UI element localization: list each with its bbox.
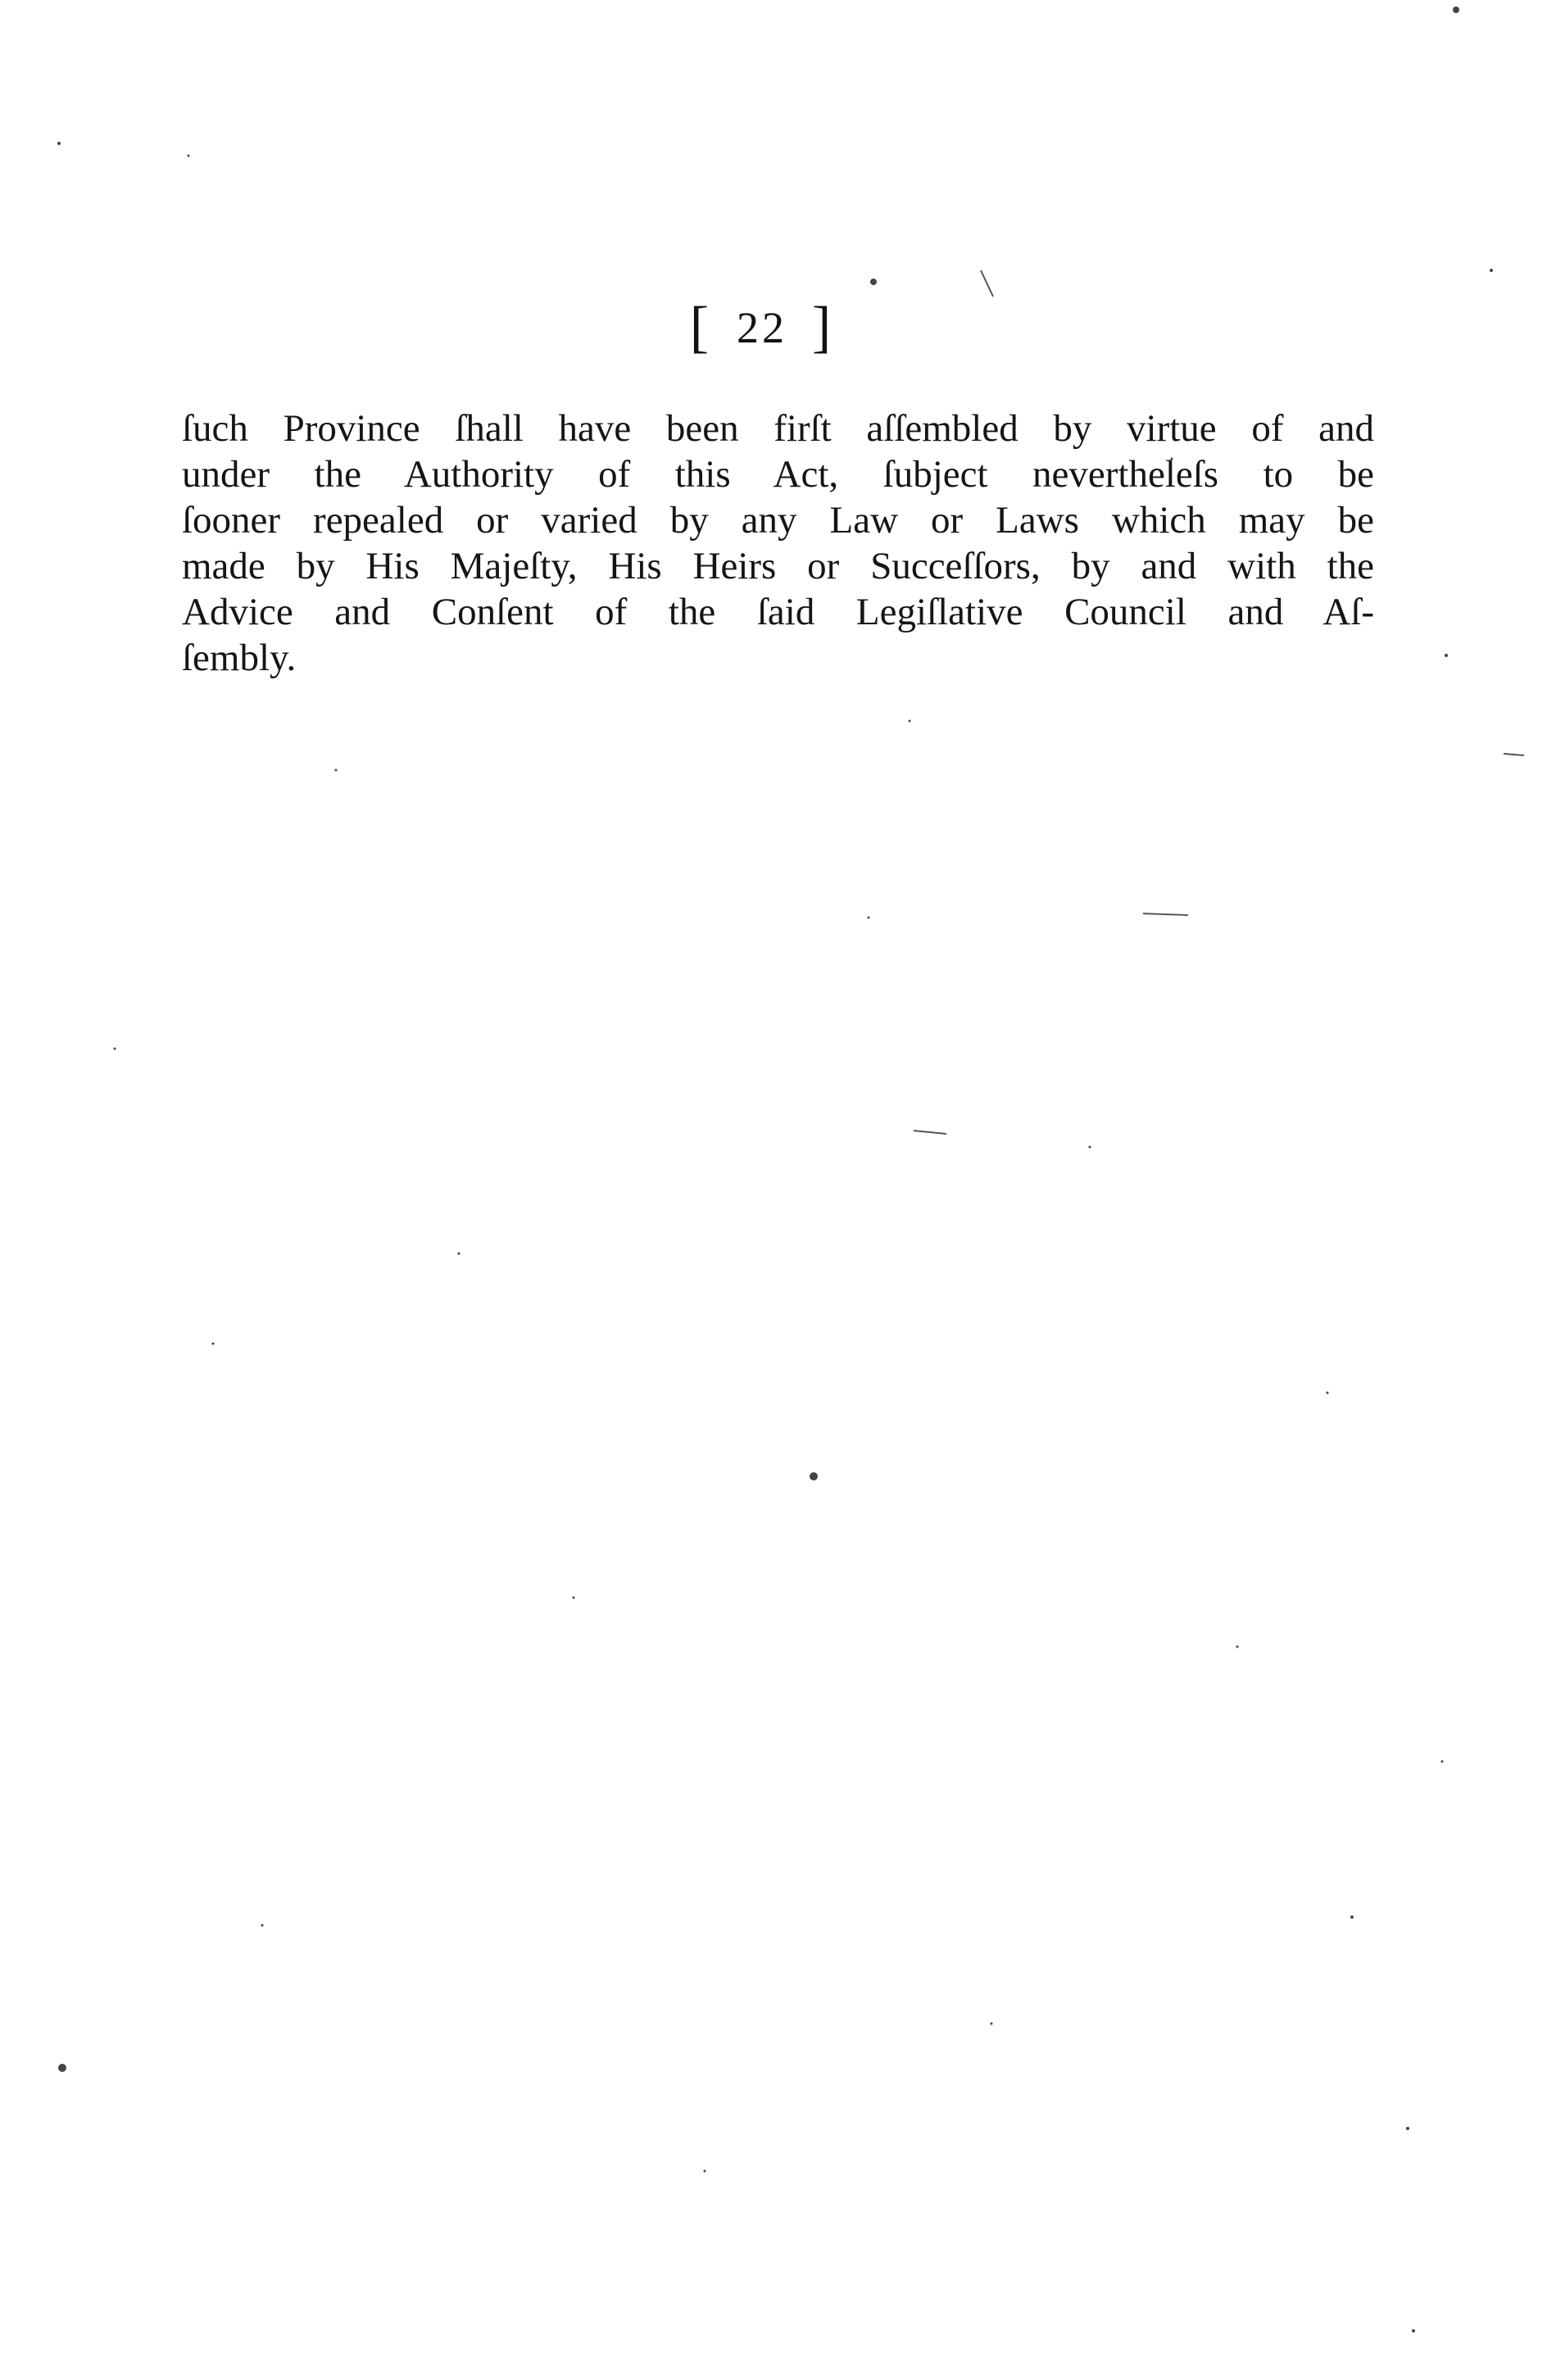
text-line: ſooner repealed or varied by any Law or Laws which may be (182, 499, 1374, 542)
text-line: under the Authority of this Act, ſubject nevertheleſs to be (182, 453, 1374, 496)
page-number: 22 (737, 303, 787, 352)
text-line: Advice and Conſent of the ſaid Legiſlative Council and Aſ- (182, 591, 1374, 633)
page-number-header (639, 295, 885, 360)
left-bracket: [ (689, 296, 712, 359)
text-line: ſuch Province ſhall have been firſt aſſembled by virtue of and (182, 407, 1374, 450)
text-line: made by His Majeſty, His Heirs or Succeſſors, by and with the (182, 545, 1374, 587)
body-paragraph (182, 406, 1374, 681)
right-bracket: ] (812, 296, 835, 359)
text-line: ſembly. (182, 637, 297, 679)
